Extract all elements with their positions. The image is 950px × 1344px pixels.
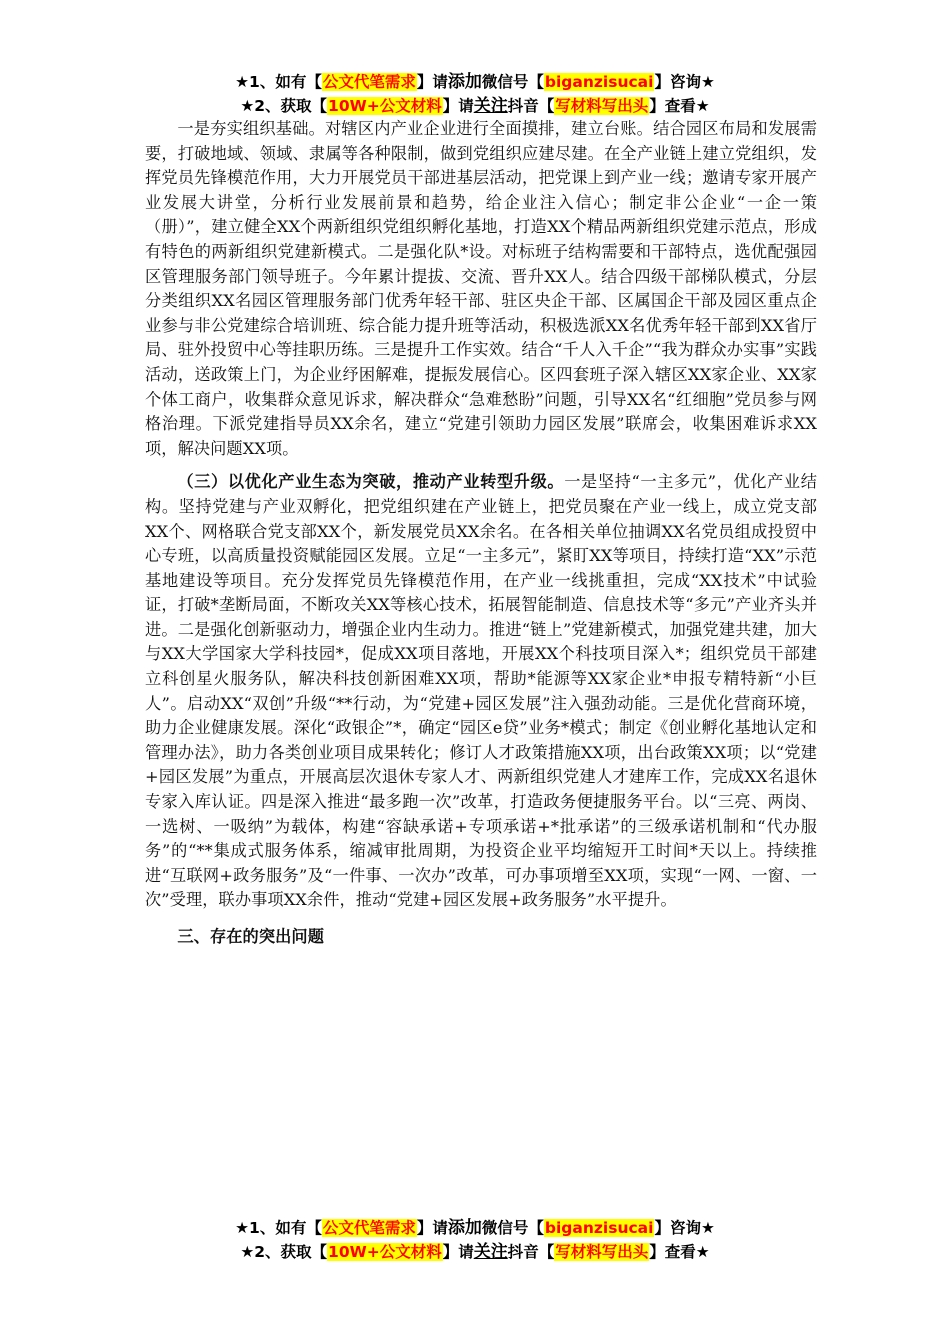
star-icon: ★ [240,97,255,115]
highlight-materials: 10W+公文材料 [328,97,442,115]
document-body [145,117,817,950]
star-icon: ★ [240,1243,255,1261]
paragraph-organization: 一是夯实组织基础。对辖区内产业企业进行全面摸排，建立台账。结合园区布局和发展需要，打破地域、领域、隶属等各种限制，做到党组织应建尽建。在全产业链上建立党组织，发挥党员先锋模范作用，大力开展党员干部进基层活动，把党课上到产业一线；邀请专家开展产业发展大讲堂，分析行业发展前景和趋势，给企业注入信心；制定非公企业“一企一策（册）”，建立健全XX个两新组织党组织孵化基地，打造XX个精品两新组织党建示范点，形成有特色的两新组织党建新模式。二是强化队*设。对标班子结构需要和干部特点，选优配强园区管理服务部门领导班子。今年累计提拔、交流、晋升XX人。结合四级干部梯队模式，分层分类组织XX名园区管理服务部门优秀年轻干部、驻区央企干部、区属国企干部及园区重点企业参与非公党建综合培训班、综合能力提升班等活动，积极选派XX名优秀年轻干部到XX省厅局、驻外投贸中心等挂职历练。三是提升工作实效。结合“千人入千企”“我为群众办实事”实践活动，送政策上门，为企业纾困解难，提振发展信心。区四套班子深入辖区XX家企业、XX家个体工商户，收集群众意见诉求，解决群众“急难愁盼”问题，引导XX名“红细胞”党员参与网格治理。下派党建指导员XX余名，建立“党建引领助力园区发展”联席会，收集困难诉求XX项，解决问题XX项。 [145,119,817,458]
banner-line-1: ★1、如有【公文代笔需求】请添加微信号【biganzisucai】咨询★ [235,1218,715,1238]
highlight-wechat-id: biganzisucai [544,73,654,91]
highlight-writing-service: 公文代笔需求 [322,1219,416,1237]
banner-line-1: ★1、如有【公文代笔需求】请添加微信号【biganzisucai】咨询★ [235,72,715,92]
highlight-materials: 10W+公文材料 [328,1243,442,1261]
section-title: （三）以优化产业生态为突破，推动产业转型升级。 [177,472,565,492]
banner-line-2: ★2、获取【10W+公文材料】请关注抖音【写材料写出头】查看★ [240,1242,710,1262]
highlight-douyin-account: 写材料写出头 [555,97,649,115]
star-icon: ★ [235,73,250,91]
highlight-wechat-id: biganzisucai [544,1219,654,1237]
footer-banner [0,1216,950,1264]
highlight-writing-service: 公文代笔需求 [322,73,416,91]
star-icon: ★ [235,1219,250,1237]
header-banner [0,70,950,118]
section-heading: 三、存在的突出问题 [177,927,324,946]
highlight-douyin-account: 写材料写出头 [555,1243,649,1261]
banner-line-2: ★2、获取【10W+公文材料】请关注抖音【写材料写出头】查看★ [240,96,710,116]
paragraph-industry-ecology: （三）以优化产业生态为突破，推动产业转型升级。一是坚持“一主多元”，优化产业结构。坚持党建与产业双孵化，把党组织建在产业链上，把党员聚在产业一线上，成立党支部XX个、网格联合党支部XX个，新发展党员XX余名。在各相关单位抽调XX名党员组成投贸中心专班，以高质量投资赋能园区发展。立足“一主多元”，紧盯XX等项目，持续打造“XX”示范基地建设等项目。充分发挥党员先锋模范作用，在产业一线挑重担，完成“XX技术”中试验证，打破*垄断局面，不断攻关XX等核心技术，拓展智能制造、信息技术等“多元”产业齐头并进。二是强化创新驱动力，增强企业内生动力。推进“链上”党建新模式，加强党建共建，加大与XX大学国家大学科技园*，促成XX项目落地，开展XX个科技项目深入*；组织党员干部建立科创星火服务队，解决科技创新困难XX项，帮助*能源等XX家企业*申报专精特新“小巨人”。启动XX“双创”升级“**行动，为“党建+园区发展”注入强劲动能。三是优化营商环境，助力企业健康发展。深化“政银企”*，确定“园区e贷”业务*模式；制定《创业孵化基地认定和管理办法》，助力各类创业项目成果转化；修订人才政策措施XX项，出台政策XX项；以“党建+园区发展”为重点，开展高层次退休专家人才、两新组织党建人才建库工作，完成XX名退休专家入库认证。四是深入推进“最多跑一次”改革，打造政务便捷服务平台。以“三亮、两岗、一选树、一吸纳”为载体，构建“容缺承诺+专项承诺+*批承诺”的三级承诺机制和“代办服务”的“**集成式服务体系，缩减审批周期，为投资企业平均缩短开工时间*天以上。持续推进“互联网+政务服务”及“一件事、一次办”改革，可办事项增至XX项，实现“一网、一窗、一次”受理，联办事项XX余件，推动“党建+园区发展+政务服务”水平提升。 [145,472,817,910]
